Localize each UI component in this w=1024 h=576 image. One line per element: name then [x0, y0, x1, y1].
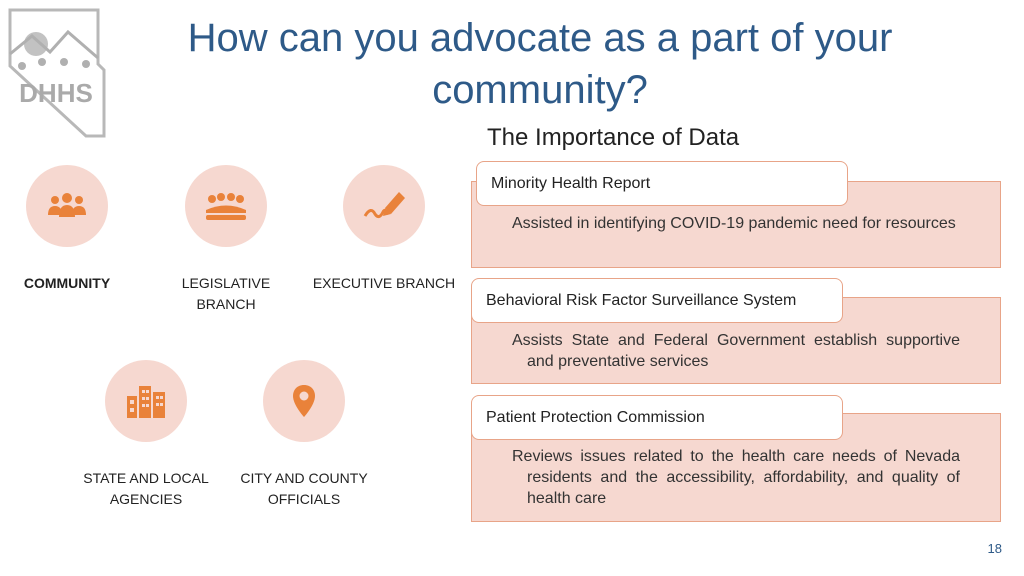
card-body: Reviews issues related to the health care needs of Nevada residents and the accessibility, affordability, and quality of health care — [512, 448, 960, 507]
card-heading: Minority Health Report — [476, 161, 848, 206]
executive-circle — [343, 165, 425, 247]
role-label-legislative: LEGISLATIVE BRANCH — [181, 275, 271, 312]
card-heading: Patient Protection Commission — [471, 395, 843, 440]
card-body: Assisted in identifying COVID-19 pandemic need for resources — [512, 215, 956, 232]
buildings-icon — [125, 384, 167, 418]
location-pin-icon — [292, 384, 316, 418]
agencies-circle — [105, 360, 187, 442]
officials-circle — [263, 360, 345, 442]
page-title: How can you advocate as a part of your community? — [187, 16, 893, 112]
legislative-circle — [185, 165, 267, 247]
signature-pen-icon — [361, 186, 407, 226]
logo-text: DHHS — [19, 78, 93, 108]
page-number: 18 — [987, 541, 1002, 556]
role-label-executive: EXECUTIVE BRANCH — [312, 275, 456, 291]
card-heading: Behavioral Risk Factor Surveillance System — [471, 278, 843, 323]
role-label-agencies: STATE AND LOCAL AGENCIES — [83, 470, 209, 507]
people-group-icon — [46, 191, 88, 221]
role-label-community: COMMUNITY — [23, 275, 111, 291]
community-circle — [26, 165, 108, 247]
section-subtitle: The Importance of Data — [487, 124, 740, 151]
dhhs-logo — [6, 6, 106, 140]
role-label-officials: CITY AND COUNTY OFFICIALS — [240, 470, 368, 507]
card-body: Assists State and Federal Government establish supportive and preventative services — [512, 332, 960, 370]
legislature-icon — [204, 191, 248, 221]
